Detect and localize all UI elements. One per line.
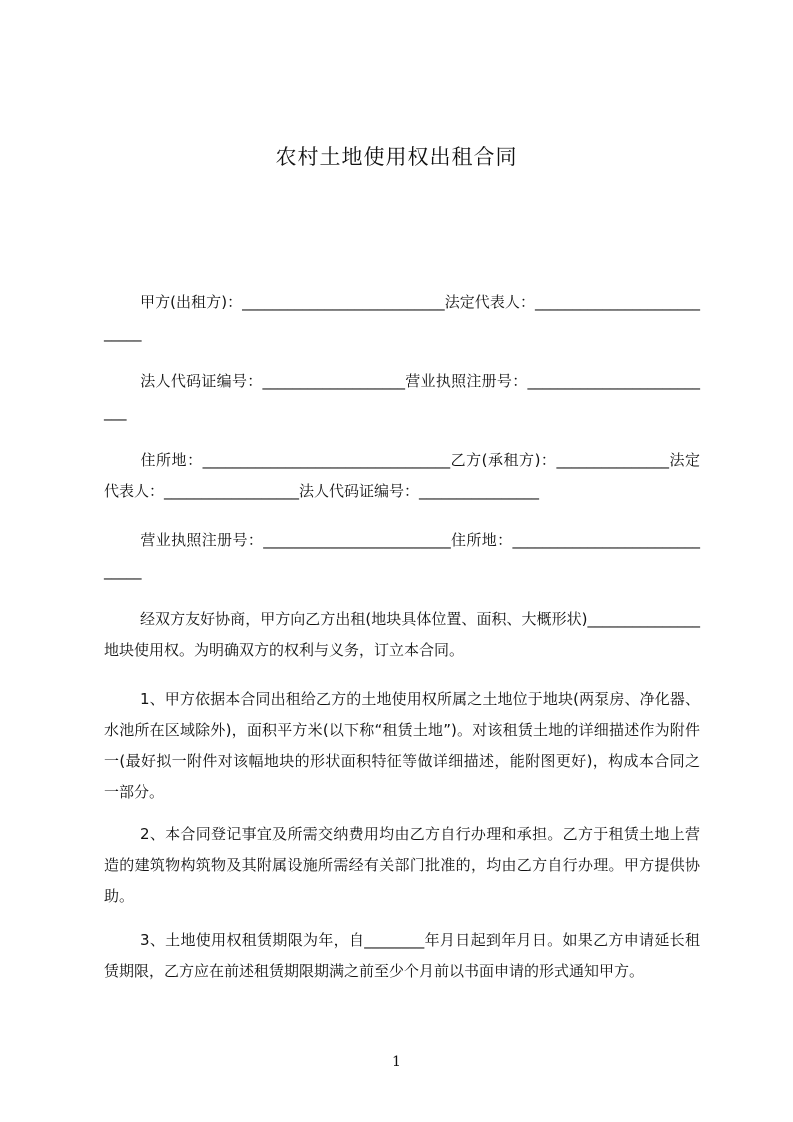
- paragraph-party-a: [104, 287, 700, 349]
- page-number: 1: [392, 1054, 401, 1070]
- paragraph-address-party-b: [104, 445, 700, 507]
- clause-3-text: 3、土地使用权租赁期限为年，自________年月日起到年月日。如果乙方申请延长租赁期限，乙方应在前述租赁期限期满之前至少个月前以书面申请的形式通知甲方。: [104, 931, 700, 980]
- clause-1: [104, 684, 700, 808]
- paragraph-party-a-text: 甲方(出租方)：___________________________法定代表人：___________________________: [104, 293, 700, 342]
- paragraph-party-a-codes: [104, 366, 700, 428]
- paragraph-party-b-registration-text: 营业执照注册号：_________________________住所地：______________________________: [104, 531, 700, 580]
- clause-2-text: 2、本合同登记事宜及所需交纳费用均由乙方自行办理和承担。乙方于租赁土地上营造的建筑物构筑物及其附属设施所需经有关部门批准的，均由乙方自行办理。甲方提供协助。: [104, 825, 700, 905]
- clause-2: [104, 819, 700, 912]
- paragraph-party-a-codes-text: 法人代码证编号：___________________营业执照注册号：__________________________: [104, 372, 700, 421]
- paragraph-party-b-registration: [104, 525, 700, 587]
- document-title: 农村土地使用权出租合同: [275, 145, 518, 169]
- paragraph-address-party-b-text: 住所地：_________________________________乙方(承租方)：_______________法定代表人：__________________法人代码证编号：________________: [104, 451, 700, 500]
- clause-1-text: 1、甲方依据本合同出租给乙方的土地使用权所属之土地位于地块(两泵房、净化器、水池所在区域除外)，面积平方米(以下称“租赁土地”)。对该租赁土地的详细描述作为附件一(最好拟一附件对该幅地块的形状面积特征等做详细描述，能附图更好)，构成本合同之一部分。: [104, 690, 700, 801]
- paragraph-preamble-text: 经双方友好协商，甲方向乙方出租(地块具体位置、面积、大概形状)_______________地块使用权。为明确双方的权利与义务，订立本合同。: [104, 610, 700, 659]
- paragraph-preamble: [104, 604, 700, 666]
- clause-3: [104, 925, 700, 987]
